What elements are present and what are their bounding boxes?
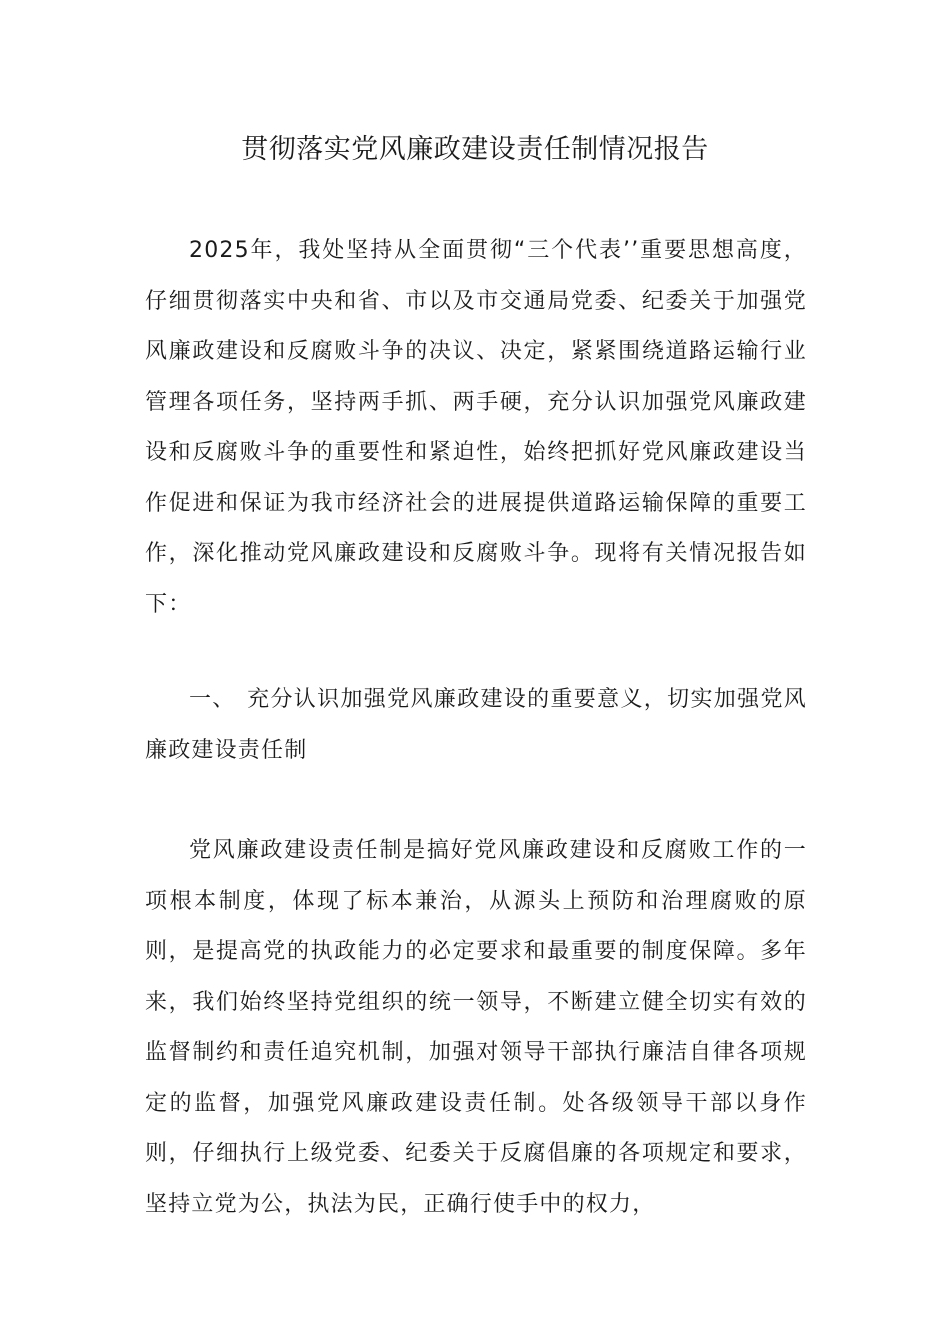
- section-heading-text: 充分认识加强党风廉政建设的重要意义，切实加强党风廉政建设责任制: [145, 687, 807, 763]
- intro-paragraph: 2025年，我处坚持从全面贯彻“三个代表’’重要思想高度，仔细贯彻落实中央和省、市以及市交通局党委、纪委关于加强党风廉政建设和反腐败斗争的决议、决定，紧紧围绕道路运输行业管理各项任务，坚持两手抓、两手硬，充分认识加强党风廉政建设和反腐败斗争的重要性和紧迫性，始终把抓好党风廉政建设当作促进和保证为我市经济社会的进展提供道路运输保障的重要工作，深化推动党风廉政建设和反腐败斗争。现将有关情况报告如下：: [145, 238, 807, 617]
- document-title: 贯彻落实党风廉政建设责任制情况报告: [241, 134, 709, 165]
- section-heading-1: [145, 675, 807, 776]
- body-paragraph-2: 党风廉政建设责任制是搞好党风廉政建设和反腐败工作的一项根本制度，体现了标本兼治，从源头上预防和治理腐败的原则，是提高党的执政能力的必定要求和最重要的制度保障。多年来，我们始终坚持党组织的统一领导，不断建立健全切实有效的监督制约和责任追究机制，加强对领导干部执行廉洁自律各项规定的监督，加强党风廉政建设责任制。处各级领导干部以身作则，仔细执行上级党委、纪委关于反腐倡廉的各项规定和要求，坚持立党为公，执法为民，正确行使手中的权力，: [145, 838, 807, 1217]
- section-number: 一、: [189, 687, 236, 712]
